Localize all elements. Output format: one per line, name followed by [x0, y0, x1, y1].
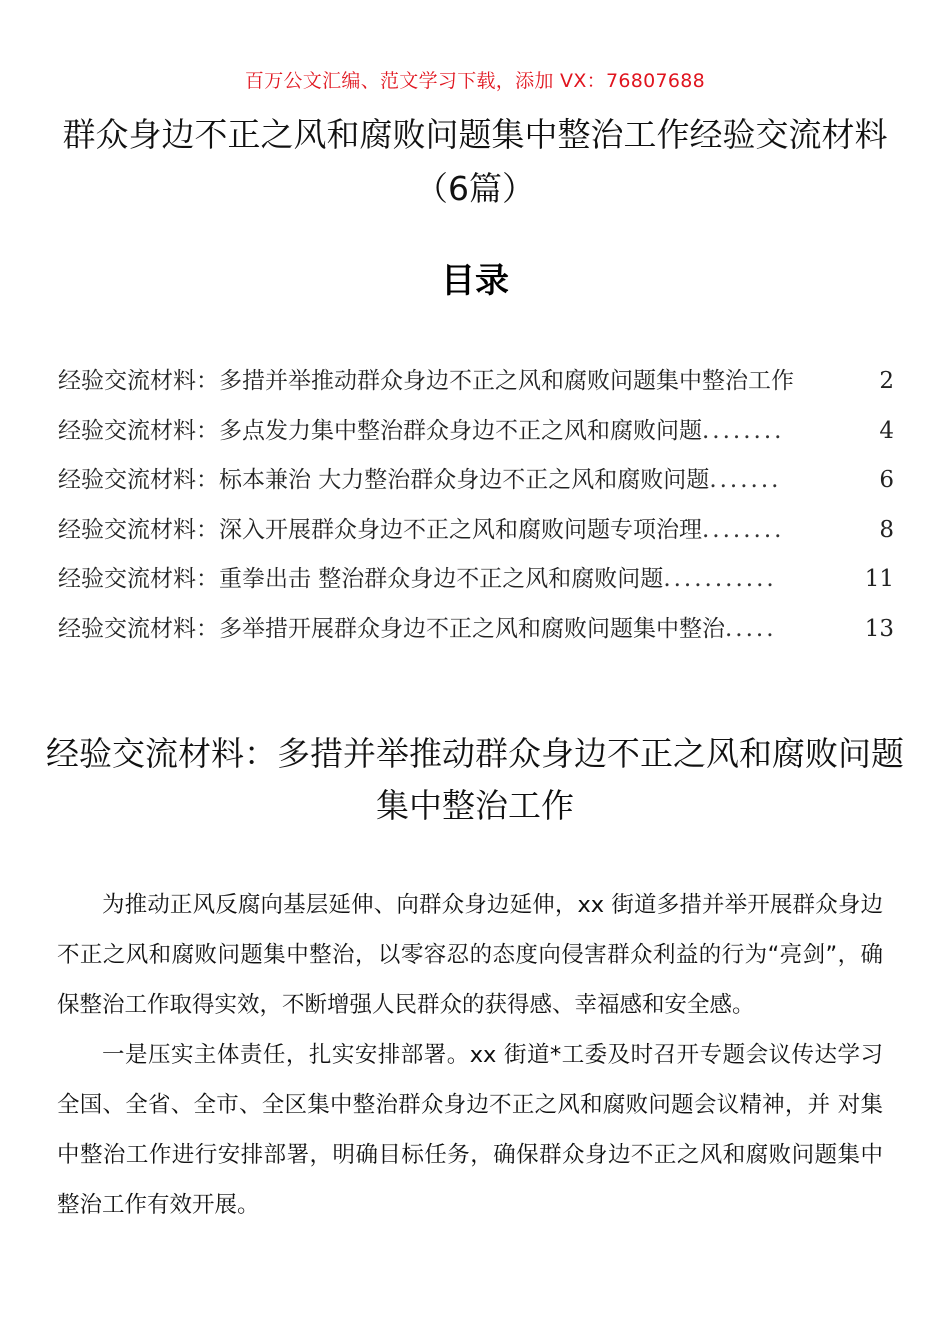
toc-entry-title: 经验交流材料：深入开展群众身边不正之风和腐败问题专项治理 [58, 516, 702, 543]
body-paragraph: 为推动正风反腐向基层延伸、向群众身边延伸，xx 街道多措并举开展群众身边不正之风和腐败问题集中整治，以零容忍的态度向侵害群众利益的行为“亮剑”，确保整治工作取得实效，不断增强人民群众的获得感、幸福感和安全感。 [57, 892, 883, 1018]
toc-entry-page: 4 [879, 417, 894, 444]
document-title: 群众身边不正之风和腐败问题集中整治工作经验交流材料（6篇） [62, 115, 888, 208]
toc-entry[interactable] [58, 457, 894, 507]
toc-entry-page: 11 [864, 566, 894, 592]
toc-entry[interactable] [58, 606, 894, 656]
toc-entry-title: 经验交流材料：重拳出击 整治群众身边不正之风和腐败问题 [58, 566, 664, 592]
toc-entry-page: 8 [879, 516, 894, 543]
toc-entry-leader: ..... [725, 615, 777, 642]
body-paragraph: 一是压实主体责任，扎实安排部署。xx 街道*工委及时召开专题会议传达学习全国、全省、全市、全区集中整治群众身边不正之风和腐败问题会议精神，并 对集中整治工作进行安排部署，明确目标任务，确保群众身边不正之风和腐败问题集中整治工作有效开展。 [57, 1042, 883, 1218]
article-body [57, 880, 883, 1230]
toc-heading: 目录 [441, 261, 509, 301]
watermark-header: 百万公文汇编、范文学习下载，添加 VX：76807688 [244, 70, 706, 92]
toc-entry-title: 经验交流材料：多举措开展群众身边不正之风和腐败问题集中整治 [58, 615, 725, 642]
toc-entry[interactable] [58, 358, 894, 408]
article-title: 经验交流材料：多措并举推动群众身边不正之风和腐败问题集中整治工作 [46, 734, 904, 825]
toc-entry-leader: ........ [702, 516, 785, 543]
table-of-contents [58, 358, 894, 655]
toc-entry[interactable] [58, 556, 894, 606]
toc-entry-leader: ........ [702, 417, 785, 444]
toc-entry-title: 经验交流材料：标本兼治 大力整治群众身边不正之风和腐败问题 [58, 467, 710, 493]
toc-entry-leader: ........... [663, 566, 777, 592]
toc-entry-page: 13 [864, 615, 894, 642]
toc-entry-leader: ....... [709, 467, 782, 493]
toc-entry[interactable] [58, 408, 894, 458]
toc-entry-page: 6 [879, 467, 894, 493]
toc-entry-title: 经验交流材料：多措并举推动群众身边不正之风和腐败问题集中整治工作 [58, 368, 794, 394]
toc-entry[interactable] [58, 507, 894, 557]
toc-entry-page: 2 [879, 368, 894, 394]
toc-entry-title: 经验交流材料：多点发力集中整治群众身边不正之风和腐败问题 [58, 417, 702, 444]
